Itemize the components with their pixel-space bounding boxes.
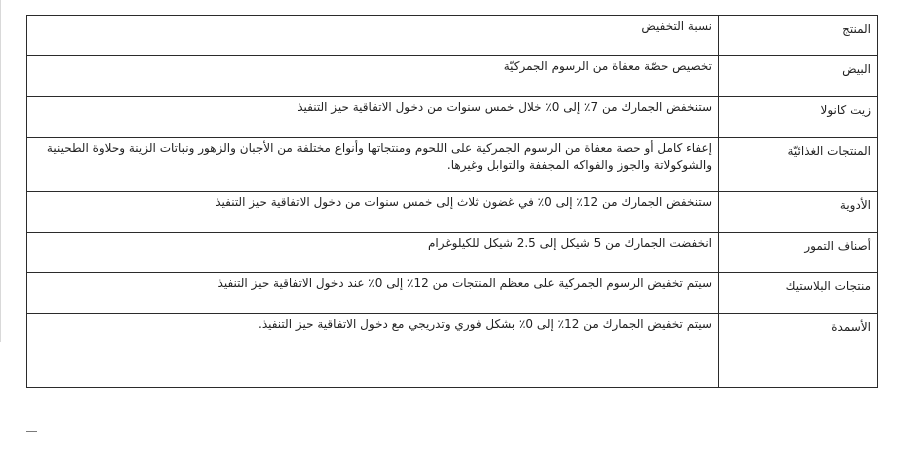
table-row [27,233,878,273]
table-row [27,192,878,233]
product-cell: المنتجات الغذائيّة [719,138,878,192]
header-discount-cell: نسبة التخفيض [27,16,719,56]
table-header-row [27,16,878,56]
product-cell: الأسمدة [719,314,878,388]
product-cell: أصناف التمور [719,233,878,273]
table-row [27,56,878,97]
description-cell: سيتم تخفيض الجمارك من 12٪ إلى 0٪ بشكل فوري وتدريجي مع دخول الاتفاقية حيز التنفيذ. [27,314,719,388]
description-cell: سيتم تخفيض الرسوم الجمركية على معظم المنتجات من 12٪ إلى 0٪ عند دخول الاتفاقية حيز التنفيذ [27,273,719,314]
description-cell: إعفاء كامل أو حصة معفاة من الرسوم الجمركية على اللحوم ومنتجاتها وأنواع مختلفة من الأجبان والزهور ونباتات الزينة وحلاوة الطحينية والشوكولاتة والجوز والفواكه المجففة والتوابل وغيرها. [27,138,719,192]
table-row [27,273,878,314]
product-cell: الأدوية [719,192,878,233]
product-cell: البيض [719,56,878,97]
description-cell: ستنخفض الجمارك من 12٪ إلى 0٪ في غضون ثلاث إلى خمس سنوات من دخول الاتفاقية حيز التنفيذ [27,192,719,233]
table-row [27,138,878,192]
product-cell: زيت كانولا [719,97,878,138]
table-row [27,314,878,388]
description-cell: تخصيص حصّة معفاة من الرسوم الجمركيّة [27,56,719,97]
header-product-cell: المنتج [719,16,878,56]
footnote-dash [26,431,37,432]
page-edge-line [0,0,1,342]
description-cell: انخفضت الجمارك من 5 شيكل إلى 2.5 شيكل للكيلوغرام [27,233,719,273]
product-cell: منتجات البلاستيك [719,273,878,314]
tariff-reduction-table [26,15,878,388]
table-row [27,97,878,138]
description-cell: ستنخفض الجمارك من 7٪ إلى 0٪ خلال خمس سنوات من دخول الاتفاقية حيز التنفيذ [27,97,719,138]
